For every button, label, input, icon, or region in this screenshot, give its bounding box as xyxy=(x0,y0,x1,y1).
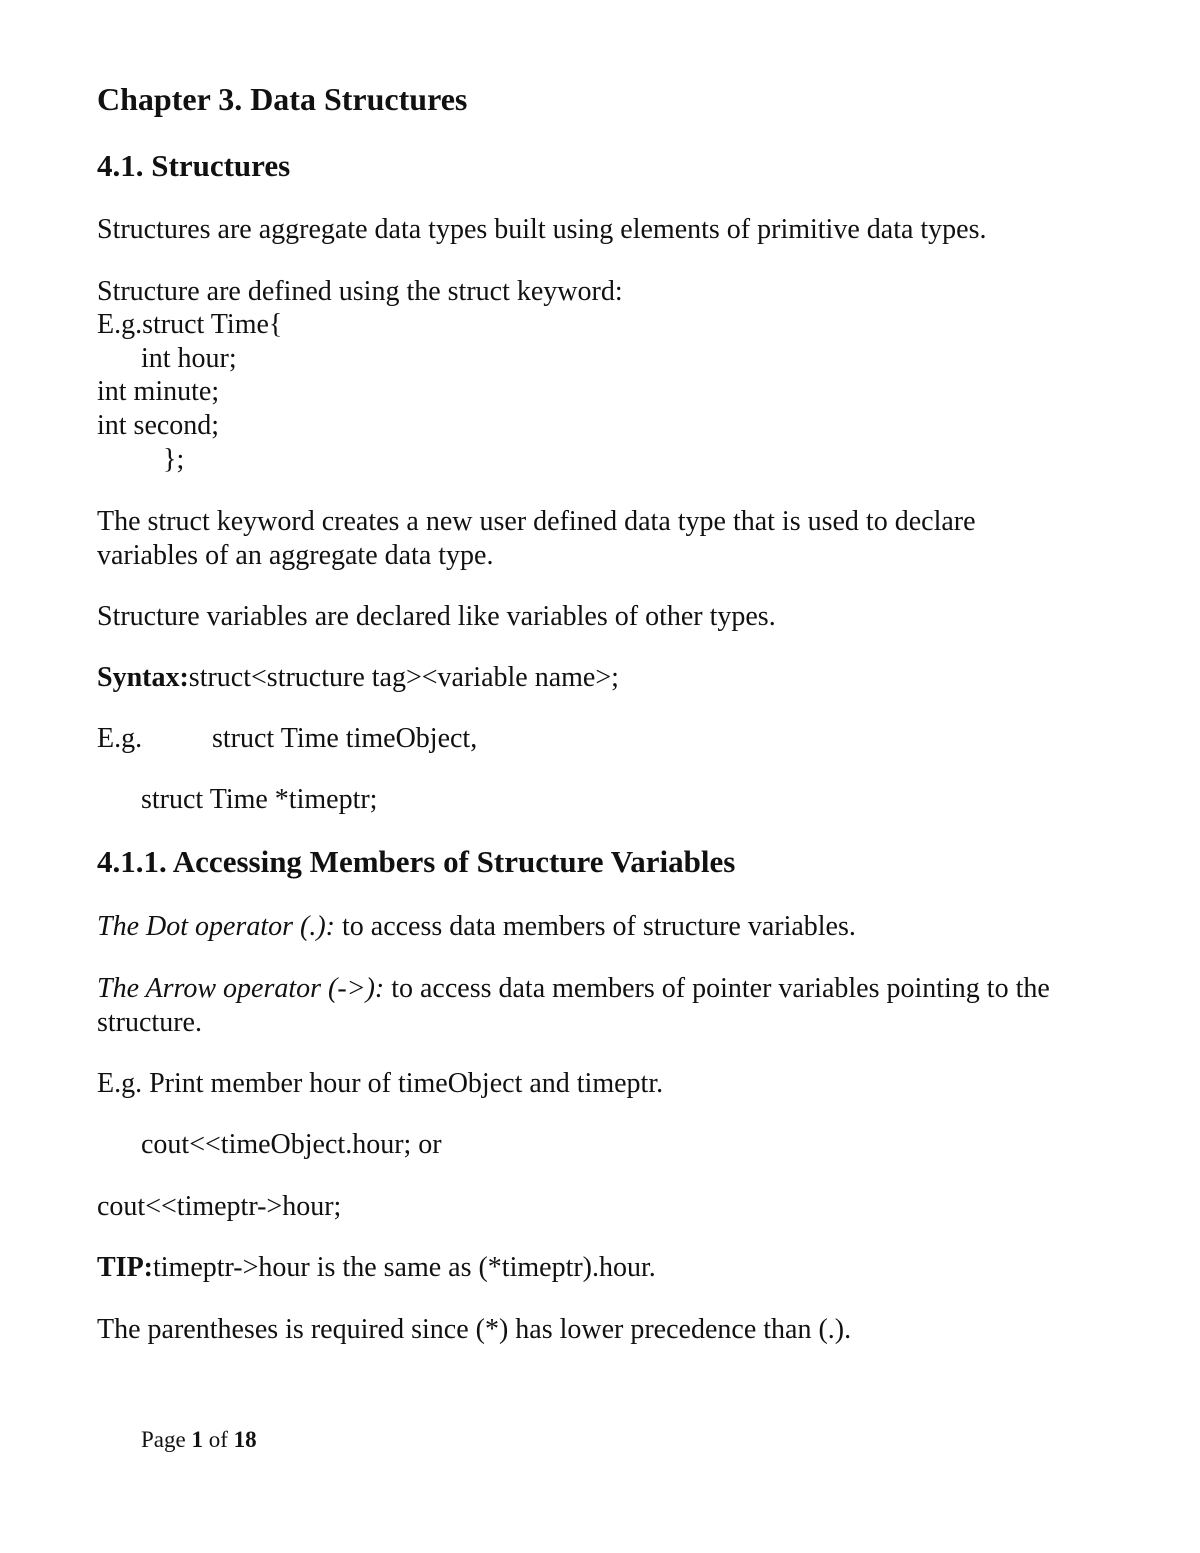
of-word: of xyxy=(202,1427,234,1452)
section-4-1-1-title: 4.1.1. Accessing Members of Structure Variables xyxy=(97,844,736,879)
page-word: Page xyxy=(141,1427,192,1452)
code-line-5: }; xyxy=(163,444,185,475)
dot-operator-line xyxy=(97,910,856,944)
syntax-label: Syntax: xyxy=(97,662,189,693)
cout-line-2: cout<<timeptr->hour; xyxy=(97,1191,342,1222)
section-4-1-title: 4.1. Structures xyxy=(97,148,291,183)
code-line-2: int hour; xyxy=(141,343,237,374)
code-line-3: int minute; xyxy=(97,376,220,407)
page-footer xyxy=(141,1427,257,1453)
arrow-operator-line xyxy=(97,972,1050,1006)
tip-text: timeptr->hour is the same as (*timeptr).hour. xyxy=(153,1252,656,1283)
eg-print-line: E.g. Print member hour of timeObject and timeptr. xyxy=(97,1068,664,1099)
page-total: 18 xyxy=(233,1427,257,1452)
eg-label: E.g. xyxy=(97,723,143,754)
page-number: 1 xyxy=(191,1427,203,1452)
eg-code-line-1: struct Time timeObject, xyxy=(212,723,478,754)
paragraph-keyword-line1: The struct keyword creates a new user defined data type that is used to declare xyxy=(97,506,976,537)
syntax-text: struct<structure tag><variable name>; xyxy=(188,662,619,693)
tip-label: TIP: xyxy=(97,1252,153,1283)
paragraph-defined: Structure are defined using the struct keyword: xyxy=(97,276,623,307)
paragraph-keyword-line2: variables of an aggregate data type. xyxy=(97,540,494,571)
syntax-line xyxy=(97,661,619,695)
dot-operator-text: to access data members of structure variables. xyxy=(334,911,856,942)
arrow-operator-label: The Arrow operator (->): xyxy=(97,973,385,1004)
paragraph-parentheses: The parentheses is required since (*) has lower precedence than (.). xyxy=(97,1314,852,1345)
cout-line-1: cout<<timeObject.hour; or xyxy=(141,1129,442,1160)
dot-operator-label: The Dot operator (.): xyxy=(97,911,335,942)
tip-line xyxy=(97,1251,656,1285)
arrow-operator-line2: structure. xyxy=(97,1007,202,1038)
eg-code-line-2: struct Time *timeptr; xyxy=(141,784,378,815)
code-line-4: int second; xyxy=(97,410,220,441)
paragraph-variables: Structure variables are declared like variables of other types. xyxy=(97,601,776,632)
paragraph-intro: Structures are aggregate data types built using elements of primitive data types. xyxy=(97,214,987,245)
arrow-operator-text: to access data members of pointer variables pointing to the xyxy=(384,973,1050,1004)
chapter-title: Chapter 3. Data Structures xyxy=(97,81,468,117)
code-line-1: E.g.struct Time{ xyxy=(97,309,283,340)
